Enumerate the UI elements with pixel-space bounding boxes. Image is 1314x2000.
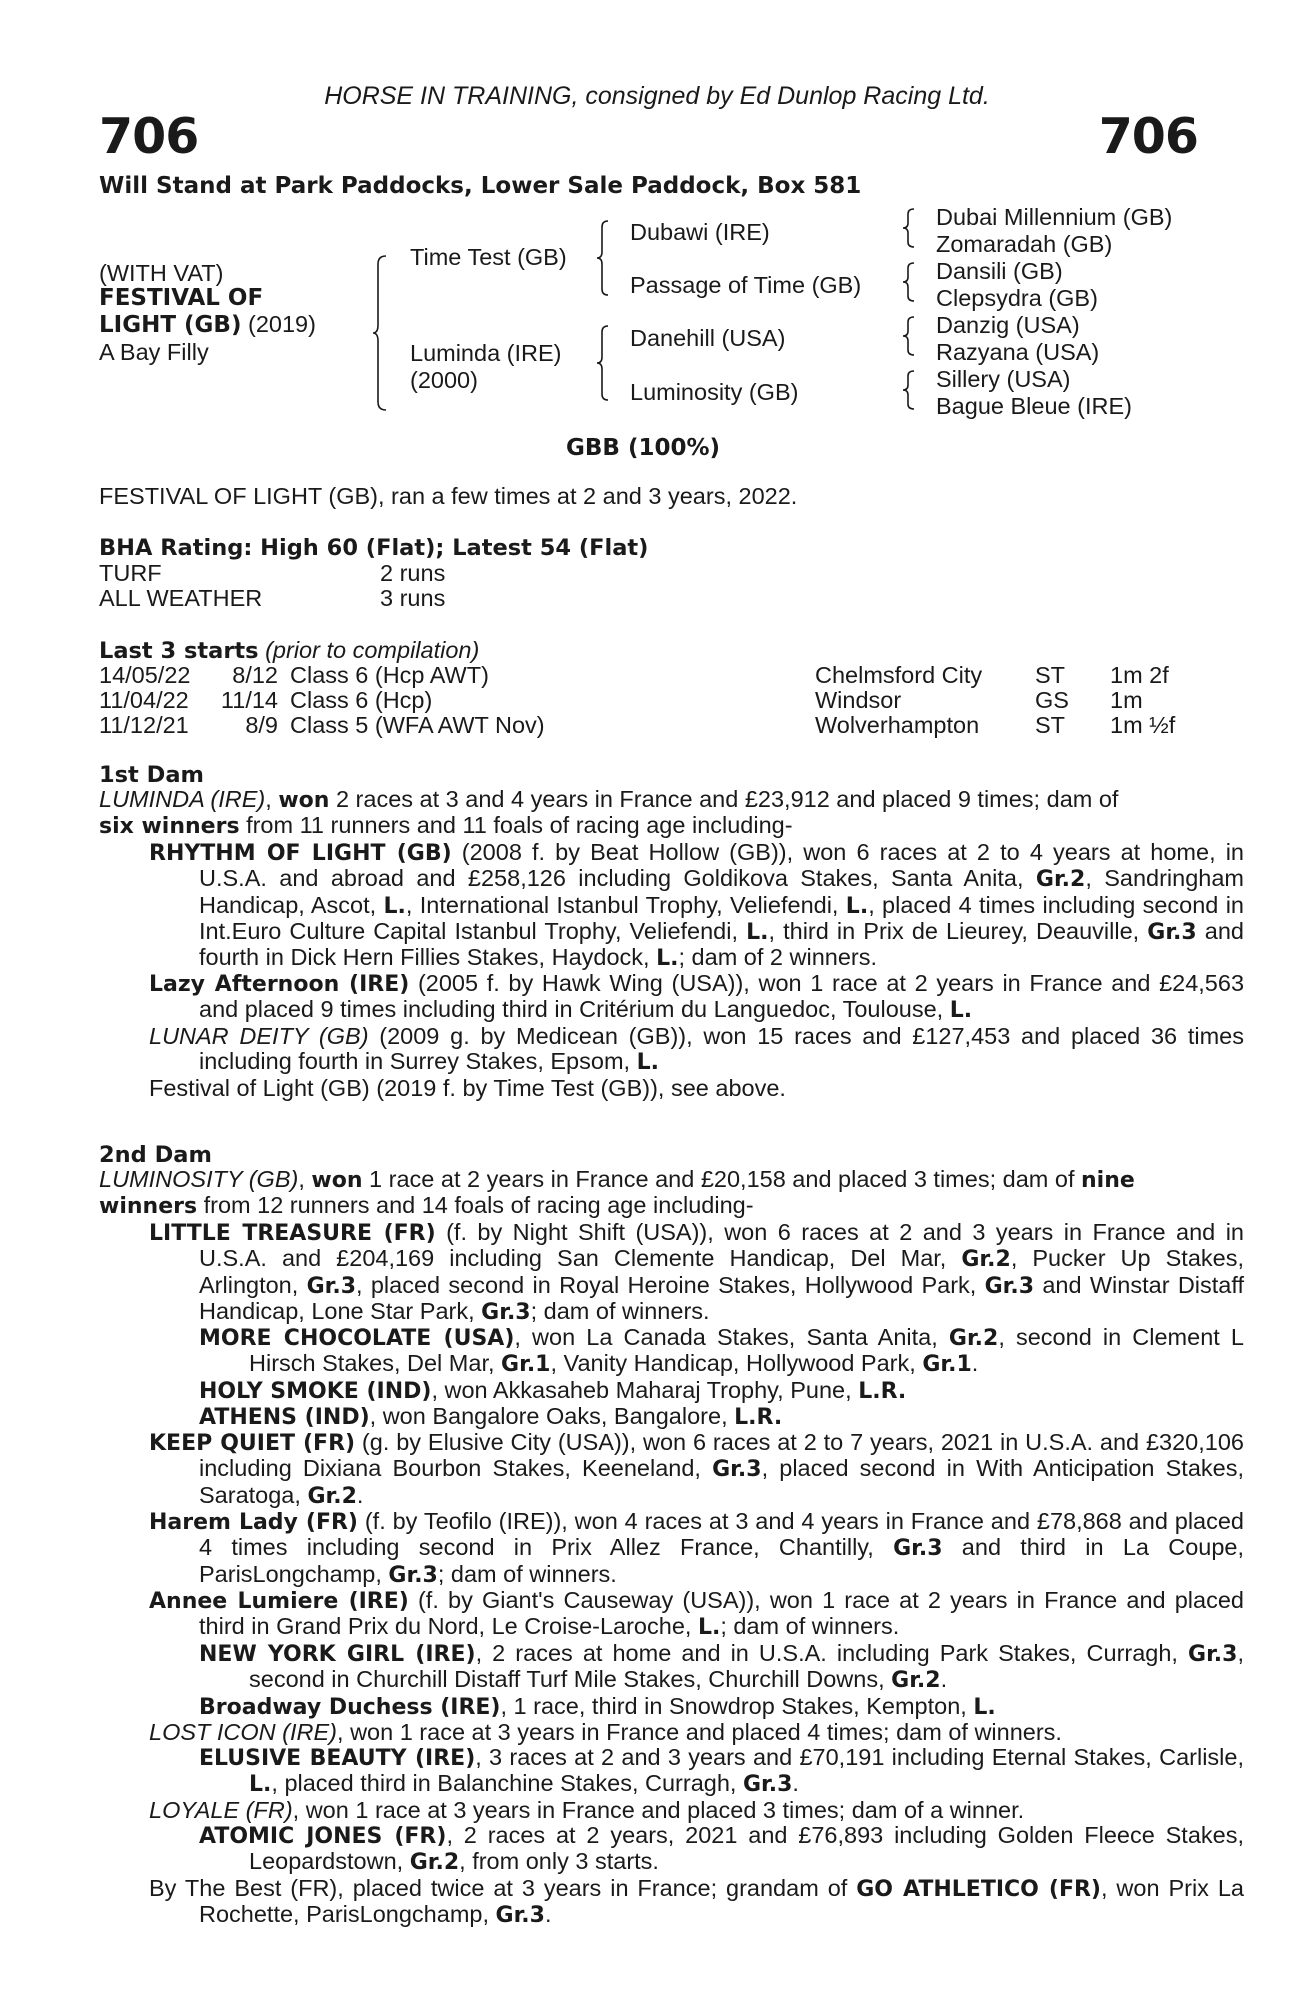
text-run: , placed 4 times including second in Int.Euro Culture Capital Istanbul Trophy, Veliefendi, bbox=[199, 891, 1244, 944]
text-run: from 12 runners and 14 foals of racing age including- bbox=[197, 1192, 754, 1219]
text-run: L. bbox=[636, 1050, 659, 1076]
pedigree-ggp-4: Clepsydra (GB) bbox=[936, 285, 1098, 311]
text-run: (f. by Teofilo (IRE)), won 4 races at 3 and 4 years in France and £78,868 and placed 4 times including second in Prix Allez France, Chantilly, bbox=[199, 1508, 1244, 1561]
text-run: , 3 races at 2 and 3 years and £70,191 including Eternal Stakes, Carlisle, bbox=[475, 1744, 1244, 1770]
text-run: (f. by Giant's Causeway (USA)), won 1 race at 2 years in France and placed third in Grand Prix du Nord, Le Croise-Laroche, bbox=[199, 1587, 1244, 1640]
first-dam-heading: 1st Dam bbox=[99, 762, 204, 788]
pedigree-sire-dam: Passage of Time (GB) bbox=[630, 272, 862, 298]
text-run: MORE CHOCOLATE (USA) bbox=[199, 1326, 515, 1351]
text-run: L. bbox=[383, 893, 406, 919]
text-run: , Pucker Up Stakes, Arlington, bbox=[199, 1245, 1244, 1298]
text-run: and fourth in Dick Hern Fillies Stakes, Haydock, bbox=[199, 917, 1244, 971]
pedigree-brace-dam bbox=[596, 325, 610, 401]
pedigree-dam: Luminda (IRE) bbox=[410, 340, 562, 366]
text-run: LITTLE TREASURE (FR) bbox=[149, 1221, 436, 1246]
text-run: and Winstar Distaff Handicap, Lone Star Park, bbox=[199, 1271, 1244, 1324]
lot-number-left: 706 bbox=[99, 108, 199, 165]
pedigree-ggp-6: Razyana (USA) bbox=[936, 339, 1100, 365]
start-course: Chelmsford City bbox=[815, 662, 983, 688]
second-dam-summary bbox=[99, 1167, 1139, 1220]
text-run: LOYALE (FR) bbox=[149, 1797, 293, 1823]
text-run: nine winners bbox=[99, 1168, 1135, 1220]
text-run: LUMINOSITY (GB) bbox=[99, 1166, 299, 1192]
pedigree-ggp-2: Zomaradah (GB) bbox=[936, 231, 1113, 257]
text-run: , won Bangalore Oaks, Bangalore, bbox=[369, 1403, 735, 1429]
text-run: , 1 race, third in Snowdrop Stakes, Kempton, bbox=[500, 1693, 974, 1719]
text-run: Gr.3 bbox=[984, 1273, 1035, 1299]
text-run: (2009 g. by Medicean (GB)), won 15 races and £127,453 and placed 36 times including fourth in Surrey Stakes, Epsom, bbox=[199, 1023, 1244, 1075]
first-dam-progeny bbox=[149, 971, 1244, 1024]
start-race: Class 5 (WFA AWT Nov) bbox=[290, 712, 545, 738]
vat-note: (WITH VAT) bbox=[99, 260, 224, 286]
text-run: Gr.3 bbox=[1147, 919, 1197, 945]
text-run: , Vanity Handicap, Hollywood Park, bbox=[550, 1350, 923, 1377]
pedigree-ggp-3: Dansili (GB) bbox=[936, 258, 1063, 284]
start-going: GS bbox=[1035, 687, 1069, 713]
horse-description: A Bay Filly bbox=[99, 339, 209, 365]
text-run: ; dam of winners. bbox=[720, 1613, 900, 1640]
first-dam-progeny bbox=[149, 1076, 1244, 1101]
start-pos: 8/9 bbox=[245, 712, 278, 738]
lot-number-right: 706 bbox=[1098, 108, 1198, 165]
text-run: (2005 f. by Hawk Wing (USA)), won 1 race at 2 years in France and £24,563 and placed 9 times including third in Critérium du Languedoc, Toulouse, bbox=[199, 970, 1245, 1023]
first-dam-progeny bbox=[149, 1024, 1244, 1076]
pedigree-brace-ds bbox=[902, 316, 916, 356]
text-run: , second in Clement L Hirsch Stakes, Del Mar, bbox=[249, 1324, 1244, 1377]
text-run: Gr.3 bbox=[893, 1536, 943, 1562]
text-run: 1 race at 2 years in France and £20,158 and placed 3 times; dam of bbox=[362, 1166, 1081, 1192]
text-run: Gr.2 bbox=[891, 1668, 941, 1694]
second-dam-progeny bbox=[149, 1798, 1244, 1823]
text-run: Gr.2 bbox=[948, 1326, 999, 1351]
pedigree-ggp-7: Sillery (USA) bbox=[936, 366, 1071, 392]
first-dam-progeny bbox=[149, 840, 1244, 971]
last-starts-note: (prior to compilation) bbox=[258, 637, 480, 663]
text-run: . bbox=[544, 1901, 552, 1928]
text-run: ; dam of winners. bbox=[437, 1560, 617, 1587]
text-run: Gr.2 bbox=[409, 1850, 460, 1876]
pedigree-dam-sire: Danehill (USA) bbox=[630, 325, 786, 351]
text-run: HOLY SMOKE (IND) bbox=[199, 1379, 432, 1404]
consignor-header: HORSE IN TRAINING, consigned by Ed Dunlop Racing Ltd. bbox=[324, 82, 990, 110]
text-run: . bbox=[971, 1350, 979, 1377]
text-run: (2008 f. by Beat Hollow (GB)), won 6 races at 2 to 4 years at home, in U.S.A. and abroad and £258,126 including Goldikova Stakes, Santa Anita, bbox=[199, 839, 1245, 892]
text-run: six winners bbox=[99, 814, 240, 840]
text-run: Broadway Duchess (IRE) bbox=[199, 1695, 501, 1720]
text-run: won bbox=[278, 788, 330, 813]
text-run: , won Akkasaheb Maharaj Trophy, Pune, bbox=[431, 1377, 859, 1403]
rating-turf-value: 2 runs bbox=[380, 560, 446, 586]
text-run: . bbox=[792, 1770, 799, 1797]
second-dam-heading: 2nd Dam bbox=[99, 1142, 212, 1168]
pedigree-ggp-8: Bague Bleue (IRE) bbox=[936, 393, 1132, 419]
text-run: won bbox=[311, 1168, 363, 1193]
text-run: Gr.2 bbox=[961, 1247, 1011, 1273]
text-run: , won 1 race at 3 years in France and placed 3 times; dam of a winner. bbox=[292, 1797, 1025, 1823]
second-dam-progeny bbox=[149, 1220, 1244, 1325]
text-run: ; dam of winners. bbox=[530, 1297, 710, 1324]
text-run: and third in La Coupe, ParisLongchamp, bbox=[199, 1534, 1244, 1587]
pedigree-brace-ss bbox=[902, 208, 916, 248]
horse-name-line2-wrap bbox=[99, 311, 316, 338]
text-run: ATOMIC JONES (FR) bbox=[199, 1824, 447, 1849]
text-run: , bbox=[298, 1166, 312, 1192]
text-run: GO ATHLETICO (FR) bbox=[856, 1877, 1101, 1902]
text-run: L.R. bbox=[858, 1379, 907, 1404]
text-run: , won 1 race at 3 years in France and placed 4 times; dam of winners. bbox=[337, 1719, 1062, 1745]
second-dam-progeny bbox=[149, 1720, 1244, 1745]
text-run: L. bbox=[973, 1695, 996, 1720]
pedigree-sire-sire: Dubawi (IRE) bbox=[630, 219, 770, 245]
pedigree-ggp-5: Danzig (USA) bbox=[936, 312, 1080, 338]
text-run: Gr.3 bbox=[495, 1903, 545, 1929]
text-run: Annee Lumiere (IRE) bbox=[149, 1589, 409, 1614]
pedigree-brace-main bbox=[372, 255, 388, 411]
second-dam-progeny bbox=[149, 1509, 1244, 1588]
horse-name-line1: FESTIVAL OF bbox=[99, 285, 264, 311]
text-run: , placed second in With Anticipation Stakes, Saratoga, bbox=[199, 1455, 1244, 1508]
text-run: ELUSIVE BEAUTY (IRE) bbox=[199, 1746, 476, 1771]
text-run: Gr.3 bbox=[481, 1299, 531, 1325]
text-run: L. bbox=[845, 893, 869, 919]
text-run: , Sandringham Handicap, Ascot, bbox=[199, 865, 1244, 918]
text-run: Gr.3 bbox=[388, 1562, 438, 1588]
second-dam-progeny bbox=[199, 1378, 1244, 1404]
text-run: Gr.2 bbox=[1035, 867, 1086, 893]
text-run: Gr.2 bbox=[307, 1483, 357, 1509]
text-run: L.R. bbox=[734, 1405, 783, 1430]
text-run: (g. by Elusive City (USA)), won 6 races at 2 to 7 years, 2021 in U.S.A. and £320,106 including Dixiana Bourbon Stakes, Keeneland, bbox=[199, 1429, 1244, 1482]
text-run: , third in Prix de Lieurey, Deauville, bbox=[768, 917, 1148, 944]
text-run: Gr.3 bbox=[306, 1273, 357, 1299]
text-run: L. bbox=[249, 1772, 272, 1798]
gbb-percentage: GBB (100%) bbox=[566, 435, 721, 461]
start-dist: 1m ½f bbox=[1110, 712, 1176, 738]
pedigree-dam-dam: Luminosity (GB) bbox=[630, 379, 799, 405]
text-run: . bbox=[940, 1666, 948, 1693]
text-run: ATHENS (IND) bbox=[199, 1405, 370, 1430]
text-run: , placed second in Royal Heroine Stakes, Hollywood Park, bbox=[356, 1271, 985, 1298]
text-run: , won Prix La Rochette, ParisLongchamp, bbox=[199, 1875, 1244, 1928]
start-race: Class 6 (Hcp AWT) bbox=[290, 662, 489, 688]
first-dam-summary bbox=[99, 787, 1139, 840]
text-run: (f. by Night Shift (USA)), won 6 races at 2 and 3 years in France and in U.S.A. and £204,169 including San Clemente Handicap, Del Mar, bbox=[199, 1219, 1244, 1272]
second-dam-progeny bbox=[199, 1694, 1244, 1720]
last-starts-title: Last 3 starts bbox=[99, 638, 259, 664]
text-run: Lazy Afternoon (IRE) bbox=[149, 972, 410, 997]
text-run: LOST ICON (IRE) bbox=[149, 1719, 338, 1745]
text-run: 2 races at 3 and 4 years in France and £23,912 and placed 9 times; dam of bbox=[329, 786, 1119, 812]
text-run: L. bbox=[746, 919, 769, 945]
text-run: , from only 3 starts. bbox=[459, 1848, 659, 1875]
second-dam-progeny bbox=[149, 1588, 1244, 1641]
start-date: 11/04/22 bbox=[99, 687, 189, 713]
text-run: Gr.3 bbox=[712, 1457, 762, 1483]
text-run: KEEP QUIET (FR) bbox=[149, 1431, 356, 1456]
start-going: ST bbox=[1035, 712, 1066, 738]
text-run: , placed third in Balanchine Stakes, Curragh, bbox=[271, 1770, 743, 1797]
text-run: By The Best (FR), placed twice at 3 years in France; grandam of bbox=[149, 1875, 857, 1901]
last-starts-heading bbox=[99, 637, 479, 664]
text-run: Gr.1 bbox=[922, 1352, 972, 1378]
start-pos: 11/14 bbox=[220, 687, 278, 713]
text-run: , bbox=[265, 786, 279, 812]
start-race: Class 6 (Hcp) bbox=[290, 687, 433, 713]
second-dam-progeny bbox=[199, 1745, 1244, 1798]
text-run: ; dam of 2 winners. bbox=[678, 944, 878, 971]
text-run: LUNAR DEITY (GB) bbox=[149, 1023, 369, 1049]
pedigree-brace-dd bbox=[902, 370, 916, 410]
start-course: Windsor bbox=[815, 687, 902, 713]
pedigree-dam-year: (2000) bbox=[410, 367, 478, 393]
second-dam-progeny bbox=[199, 1325, 1244, 1378]
text-run: Gr.3 bbox=[742, 1772, 793, 1798]
text-run: Gr.3 bbox=[1188, 1642, 1238, 1667]
text-run: L. bbox=[949, 998, 973, 1024]
race-summary: FESTIVAL OF LIGHT (GB), ran a few times at 2 and 3 years, 2022. bbox=[99, 483, 798, 509]
text-run: , second in Churchill Distaff Turf Mile Stakes, Churchill Downs, bbox=[249, 1640, 1244, 1693]
second-dam-progeny bbox=[149, 1430, 1244, 1509]
start-pos: 8/12 bbox=[232, 662, 278, 688]
start-dist: 1m 2f bbox=[1110, 662, 1169, 688]
text-run: , 2 races at 2 years, 2021 and £76,893 including Golden Fleece Stakes, Leopardstown, bbox=[249, 1822, 1245, 1875]
text-run: L. bbox=[656, 946, 679, 972]
pedigree-brace-sire bbox=[596, 220, 610, 296]
horse-name-line2: LIGHT (GB) bbox=[99, 312, 242, 338]
pedigree-sire: Time Test (GB) bbox=[410, 244, 567, 270]
start-dist: 1m bbox=[1110, 687, 1143, 713]
bha-rating-title: BHA Rating: High 60 (Flat); Latest 54 (Flat) bbox=[99, 535, 649, 561]
text-run: Gr.1 bbox=[501, 1352, 551, 1378]
start-going: ST bbox=[1035, 662, 1066, 688]
text-run: , International Istanbul Trophy, Veliefendi, bbox=[405, 891, 846, 918]
horse-year: (2019) bbox=[241, 311, 316, 337]
second-dam-progeny bbox=[199, 1823, 1244, 1876]
text-run: , 2 races at home and in U.S.A. including Park Stakes, Curragh, bbox=[475, 1640, 1189, 1666]
text-run: NEW YORK GIRL (IRE) bbox=[199, 1642, 476, 1667]
box-location: Will Stand at Park Paddocks, Lower Sale Paddock, Box 581 bbox=[99, 173, 862, 199]
rating-turf-label: TURF bbox=[99, 560, 162, 586]
second-dam-progeny bbox=[149, 1876, 1244, 1929]
text-run: Harem Lady (FR) bbox=[149, 1510, 358, 1535]
start-course: Wolverhampton bbox=[815, 712, 980, 738]
text-run: Festival of Light (GB) (2019 f. by Time Test (GB)), see above. bbox=[149, 1075, 786, 1101]
text-run: L. bbox=[697, 1615, 721, 1641]
start-date: 11/12/21 bbox=[99, 712, 189, 738]
second-dam-progeny bbox=[199, 1641, 1244, 1694]
text-run: , won La Canada Stakes, Santa Anita, bbox=[514, 1324, 949, 1350]
rating-aw-label: ALL WEATHER bbox=[99, 585, 263, 611]
text-run: . bbox=[356, 1481, 364, 1508]
text-run: from 11 runners and 11 foals of racing age including- bbox=[239, 812, 793, 839]
pedigree-brace-sd bbox=[902, 262, 916, 302]
second-dam-progeny bbox=[199, 1404, 1244, 1430]
text-run: LUMINDA (IRE) bbox=[99, 786, 266, 812]
text-run: RHYTHM OF LIGHT (GB) bbox=[149, 841, 452, 866]
pedigree-ggp-1: Dubai Millennium (GB) bbox=[936, 204, 1173, 230]
rating-aw-value: 3 runs bbox=[380, 585, 446, 611]
start-date: 14/05/22 bbox=[99, 662, 191, 688]
